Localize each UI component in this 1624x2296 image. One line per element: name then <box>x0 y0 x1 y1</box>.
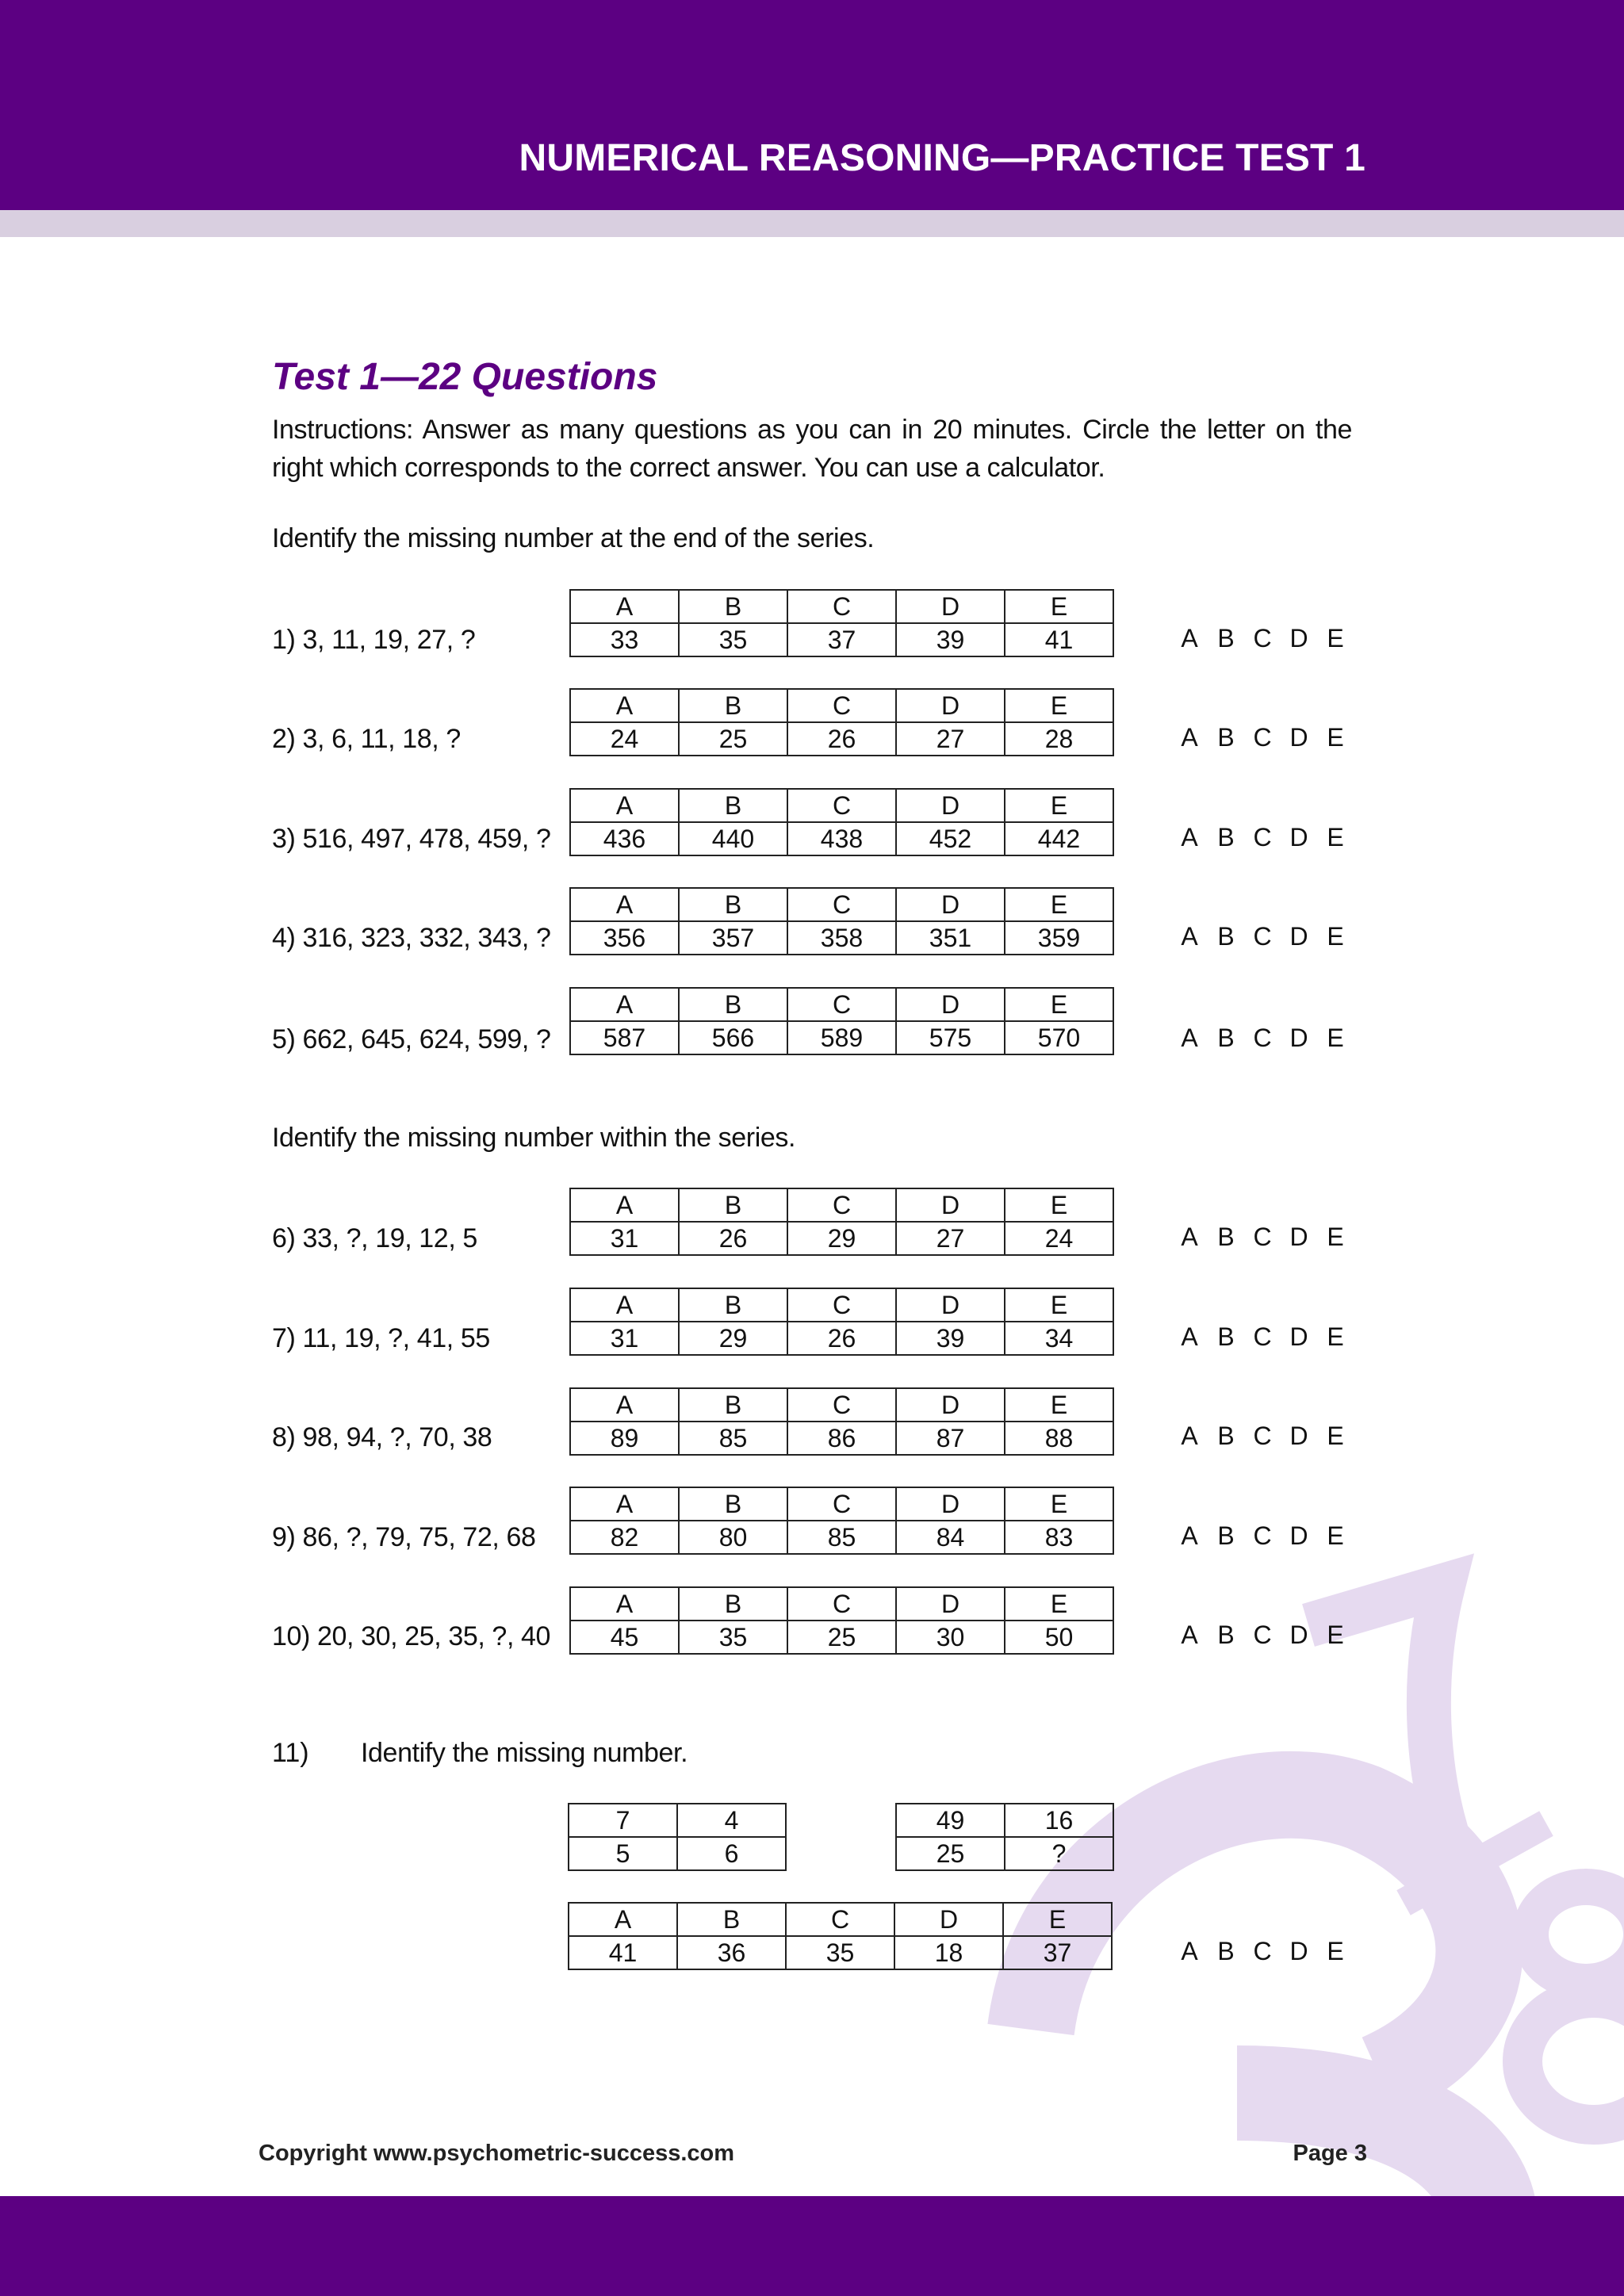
answer-choice-a[interactable]: A <box>1181 1223 1198 1251</box>
option-value: 37 <box>787 623 896 656</box>
option-value: 39 <box>896 623 1005 656</box>
option-letter: A <box>570 1587 679 1621</box>
instructions-text: Instructions: Answer as many questions as you can in 20 minutes. Circle the letter on the right which corresponds to the correct answer. You can use a calculator. <box>272 415 1352 483</box>
header-title: NUMERICAL REASONING—PRACTICE TEST 1 <box>519 137 1365 179</box>
answer-choice-b[interactable]: B <box>1217 1322 1235 1351</box>
answer-choice-e[interactable]: E <box>1327 823 1344 851</box>
option-letter: C <box>787 1487 896 1521</box>
answer-choice-d[interactable]: D <box>1289 723 1308 752</box>
option-letter: A <box>570 1388 679 1422</box>
option-letter: A <box>570 590 679 623</box>
answer-choice-b[interactable]: B <box>1217 922 1235 951</box>
option-letter: E <box>1005 1587 1113 1621</box>
option-value: 359 <box>1005 921 1113 955</box>
option-letter: E <box>1003 1903 1112 1936</box>
header-stripe <box>0 210 1624 237</box>
option-value: 18 <box>894 1936 1003 1969</box>
option-value: 587 <box>570 1021 679 1054</box>
answer-choice-a[interactable]: A <box>1181 823 1198 851</box>
option-letter: E <box>1005 988 1113 1021</box>
grid-cell: 49 <box>896 1804 1005 1837</box>
option-letter: A <box>570 1487 679 1521</box>
answer-choice-e[interactable]: E <box>1327 1521 1344 1550</box>
option-value: 26 <box>787 1322 896 1355</box>
option-letter: A <box>570 689 679 722</box>
answer-choice-c[interactable]: C <box>1253 1521 1272 1550</box>
option-letter: E <box>1005 1487 1113 1521</box>
question-7-text: 7) 11, 19, ?, 41, 55 <box>272 1323 490 1353</box>
option-value: 86 <box>787 1422 896 1455</box>
question-9-text: 9) 86, ?, 79, 75, 72, 68 <box>272 1522 536 1552</box>
question-2-answer-choices[interactable] <box>1180 723 1345 752</box>
answer-choice-b[interactable]: B <box>1217 1024 1235 1052</box>
question-6-answer-choices[interactable] <box>1180 1223 1345 1252</box>
answer-choice-c[interactable]: C <box>1253 1322 1272 1351</box>
option-value: 24 <box>1005 1222 1113 1255</box>
option-value: 35 <box>679 623 787 656</box>
question-5-text: 5) 662, 645, 624, 599, ? <box>272 1024 551 1054</box>
answer-choice-d[interactable]: D <box>1289 1621 1308 1649</box>
answer-choice-a[interactable]: A <box>1181 1937 1198 1965</box>
option-value: 358 <box>787 921 896 955</box>
option-letter: D <box>896 789 1005 822</box>
option-value: 356 <box>570 921 679 955</box>
option-value: 26 <box>787 722 896 756</box>
option-letter: D <box>896 888 1005 921</box>
option-letter: C <box>787 789 896 822</box>
option-value: 351 <box>896 921 1005 955</box>
option-letter: C <box>787 590 896 623</box>
option-letter: A <box>570 1188 679 1222</box>
answer-choice-d[interactable]: D <box>1289 1521 1308 1550</box>
answer-choice-c[interactable]: C <box>1253 1937 1272 1965</box>
answer-choice-d[interactable]: D <box>1289 1422 1308 1450</box>
answer-choice-e[interactable]: E <box>1327 1223 1344 1251</box>
option-value: 26 <box>679 1222 787 1255</box>
question-4-text: 4) 316, 323, 332, 343, ? <box>272 923 551 953</box>
option-value: 452 <box>896 822 1005 855</box>
answer-choice-c[interactable]: C <box>1253 723 1272 752</box>
answer-choice-a[interactable]: A <box>1181 723 1198 752</box>
option-value: 27 <box>896 722 1005 756</box>
answer-choice-d[interactable]: D <box>1289 1024 1308 1052</box>
answer-choice-a[interactable]: A <box>1181 922 1198 951</box>
option-value: 89 <box>570 1422 679 1455</box>
option-letter: C <box>787 1388 896 1422</box>
question-2-text: 2) 3, 6, 11, 18, ? <box>272 724 461 754</box>
option-letter: C <box>787 1587 896 1621</box>
option-letter: C <box>787 1288 896 1322</box>
question-5-answer-choices[interactable] <box>1180 1024 1345 1053</box>
option-value: 28 <box>1005 722 1113 756</box>
option-letter: D <box>896 590 1005 623</box>
option-value: 438 <box>787 822 896 855</box>
option-value: 30 <box>896 1621 1005 1654</box>
question-9-answer-choices[interactable] <box>1180 1521 1345 1551</box>
question-11-answer-choices[interactable] <box>1180 1937 1345 1966</box>
answer-choice-a[interactable]: A <box>1181 1422 1198 1450</box>
question-10-text: 10) 20, 30, 25, 35, ?, 40 <box>272 1621 551 1651</box>
answer-choice-a[interactable]: A <box>1181 624 1198 652</box>
option-letter: E <box>1005 590 1113 623</box>
option-letter: E <box>1005 888 1113 921</box>
option-letter: D <box>896 689 1005 722</box>
answer-choice-e[interactable]: E <box>1327 1322 1344 1351</box>
option-value: 85 <box>679 1422 787 1455</box>
option-value: 83 <box>1005 1521 1113 1554</box>
answer-choice-c[interactable]: C <box>1253 922 1272 951</box>
answer-choice-e[interactable]: E <box>1327 1024 1344 1052</box>
option-value: 357 <box>679 921 787 955</box>
option-value: 29 <box>787 1222 896 1255</box>
option-letter: E <box>1005 689 1113 722</box>
option-letter: D <box>896 1487 1005 1521</box>
question-1-text: 1) 3, 11, 19, 27, ? <box>272 625 476 655</box>
option-value: 80 <box>679 1521 787 1554</box>
option-letter: B <box>679 888 787 921</box>
footer-band <box>0 2196 1624 2296</box>
question-9-options <box>569 1487 1114 1555</box>
question-11-grid-right <box>895 1803 1114 1871</box>
option-letter: E <box>1005 789 1113 822</box>
option-letter: B <box>679 1288 787 1322</box>
footer-copyright: Copyright www.psychometric-success.com <box>259 2141 735 2166</box>
option-value: 35 <box>679 1621 787 1654</box>
answer-choice-c[interactable]: C <box>1253 1621 1272 1649</box>
option-letter: B <box>679 1587 787 1621</box>
answer-choice-b[interactable]: B <box>1217 1521 1235 1550</box>
option-value: 575 <box>896 1021 1005 1054</box>
question-1-answer-choices[interactable] <box>1180 624 1345 653</box>
grid-cell: ? <box>1005 1837 1113 1870</box>
answer-choice-b[interactable]: B <box>1217 823 1235 851</box>
option-value: 35 <box>786 1936 894 1969</box>
answer-choice-d[interactable]: D <box>1289 1322 1308 1351</box>
option-value: 82 <box>570 1521 679 1554</box>
section-label-within-series: Identify the missing number within the series. <box>272 1123 796 1153</box>
option-letter: A <box>569 1903 677 1936</box>
option-value: 25 <box>679 722 787 756</box>
question-11-options <box>568 1902 1113 1970</box>
option-value: 50 <box>1005 1621 1113 1654</box>
answer-choice-e[interactable]: E <box>1327 723 1344 752</box>
option-value: 24 <box>570 722 679 756</box>
option-value: 84 <box>896 1521 1005 1554</box>
question-6-options <box>569 1188 1114 1256</box>
option-letter: A <box>570 988 679 1021</box>
option-value: 27 <box>896 1222 1005 1255</box>
question-8-answer-choices[interactable] <box>1180 1422 1345 1451</box>
grid-cell: 25 <box>896 1837 1005 1870</box>
option-letter: E <box>1005 1388 1113 1422</box>
answer-choice-d[interactable]: D <box>1289 823 1308 851</box>
option-letter: D <box>896 1388 1005 1422</box>
option-letter: C <box>786 1903 894 1936</box>
option-letter: D <box>894 1903 1003 1936</box>
answer-choice-b[interactable]: B <box>1217 1422 1235 1450</box>
option-value: 570 <box>1005 1021 1113 1054</box>
question-5-options <box>569 987 1114 1055</box>
option-letter: B <box>679 1188 787 1222</box>
option-value: 36 <box>677 1936 786 1969</box>
option-letter: C <box>787 988 896 1021</box>
option-value: 33 <box>570 623 679 656</box>
option-value: 39 <box>896 1322 1005 1355</box>
option-value: 440 <box>679 822 787 855</box>
option-letter: B <box>679 590 787 623</box>
option-value: 25 <box>787 1621 896 1654</box>
question-6-text: 6) 33, ?, 19, 12, 5 <box>272 1223 477 1253</box>
question-3-answer-choices[interactable] <box>1180 823 1345 852</box>
grid-cell: 16 <box>1005 1804 1113 1837</box>
option-letter: B <box>677 1903 786 1936</box>
option-letter: D <box>896 1288 1005 1322</box>
option-letter: A <box>570 1288 679 1322</box>
answer-choice-e[interactable]: E <box>1327 1621 1344 1649</box>
option-value: 31 <box>570 1222 679 1255</box>
answer-choice-c[interactable]: C <box>1253 1024 1272 1052</box>
question-4-options <box>569 887 1114 955</box>
option-letter: B <box>679 1487 787 1521</box>
answer-choice-b[interactable]: B <box>1217 1223 1235 1251</box>
option-value: 41 <box>569 1936 677 1969</box>
answer-choice-a[interactable]: A <box>1181 1322 1198 1351</box>
grid-cell: 7 <box>569 1804 677 1837</box>
question-10-answer-choices[interactable] <box>1180 1621 1345 1650</box>
answer-choice-c[interactable]: C <box>1253 1223 1272 1251</box>
option-value: 31 <box>570 1322 679 1355</box>
footer-page-number: Page 3 <box>1293 2141 1367 2166</box>
answer-choice-b[interactable]: B <box>1217 723 1235 752</box>
question-10-options <box>569 1586 1114 1655</box>
answer-choice-d[interactable]: D <box>1289 1223 1308 1251</box>
question-7-answer-choices[interactable] <box>1180 1322 1345 1352</box>
option-letter: A <box>570 789 679 822</box>
section-label-end-series: Identify the missing number at the end of the series. <box>272 523 875 553</box>
answer-choice-e[interactable]: E <box>1327 1422 1344 1450</box>
option-value: 34 <box>1005 1322 1113 1355</box>
grid-cell: 5 <box>569 1837 677 1870</box>
grid-cell: 4 <box>677 1804 786 1837</box>
answer-choice-d[interactable]: D <box>1289 624 1308 652</box>
answer-choice-e[interactable]: E <box>1327 922 1344 951</box>
question-11-number: 11) <box>272 1738 309 1768</box>
answer-choice-c[interactable]: C <box>1253 624 1272 652</box>
option-value: 41 <box>1005 623 1113 656</box>
option-letter: D <box>896 1587 1005 1621</box>
option-value: 436 <box>570 822 679 855</box>
answer-choice-a[interactable]: A <box>1181 1521 1198 1550</box>
option-value: 37 <box>1003 1936 1112 1969</box>
answer-choice-e[interactable]: E <box>1327 1937 1344 1965</box>
question-8-text: 8) 98, 94, ?, 70, 38 <box>272 1422 492 1452</box>
question-3-text: 3) 516, 497, 478, 459, ? <box>272 824 551 854</box>
option-letter: D <box>896 988 1005 1021</box>
answer-choice-b[interactable]: B <box>1217 1937 1235 1965</box>
option-letter: D <box>896 1188 1005 1222</box>
option-value: 589 <box>787 1021 896 1054</box>
option-value: 566 <box>679 1021 787 1054</box>
answer-choice-b[interactable]: B <box>1217 1621 1235 1649</box>
test-title: Test 1—22 Questions <box>272 356 658 398</box>
option-value: 88 <box>1005 1422 1113 1455</box>
option-letter: B <box>679 689 787 722</box>
answer-choice-b[interactable]: B <box>1217 624 1235 652</box>
question-11-grid-left <box>568 1803 787 1871</box>
answer-choice-a[interactable]: A <box>1181 1024 1198 1052</box>
question-11-text: Identify the missing number. <box>361 1738 688 1768</box>
answer-choice-c[interactable]: C <box>1253 823 1272 851</box>
answer-choice-c[interactable]: C <box>1253 1422 1272 1450</box>
option-letter: C <box>787 689 896 722</box>
answer-choice-a[interactable]: A <box>1181 1621 1198 1649</box>
option-value: 85 <box>787 1521 896 1554</box>
option-letter: E <box>1005 1288 1113 1322</box>
question-1-options <box>569 589 1114 657</box>
answer-choice-e[interactable]: E <box>1327 624 1344 652</box>
option-value: 442 <box>1005 822 1113 855</box>
option-letter: E <box>1005 1188 1113 1222</box>
question-2-options <box>569 688 1114 756</box>
option-value: 87 <box>896 1422 1005 1455</box>
option-letter: A <box>570 888 679 921</box>
option-value: 45 <box>570 1621 679 1654</box>
question-3-options <box>569 788 1114 856</box>
question-8-options <box>569 1387 1114 1456</box>
option-letter: B <box>679 988 787 1021</box>
option-letter: C <box>787 888 896 921</box>
option-letter: B <box>679 789 787 822</box>
option-value: 29 <box>679 1322 787 1355</box>
grid-cell: 6 <box>677 1837 786 1870</box>
answer-choice-d[interactable]: D <box>1289 1937 1308 1965</box>
option-letter: C <box>787 1188 896 1222</box>
answer-choice-d[interactable]: D <box>1289 922 1308 951</box>
option-letter: B <box>679 1388 787 1422</box>
question-7-options <box>569 1288 1114 1356</box>
question-4-answer-choices[interactable] <box>1180 922 1345 951</box>
